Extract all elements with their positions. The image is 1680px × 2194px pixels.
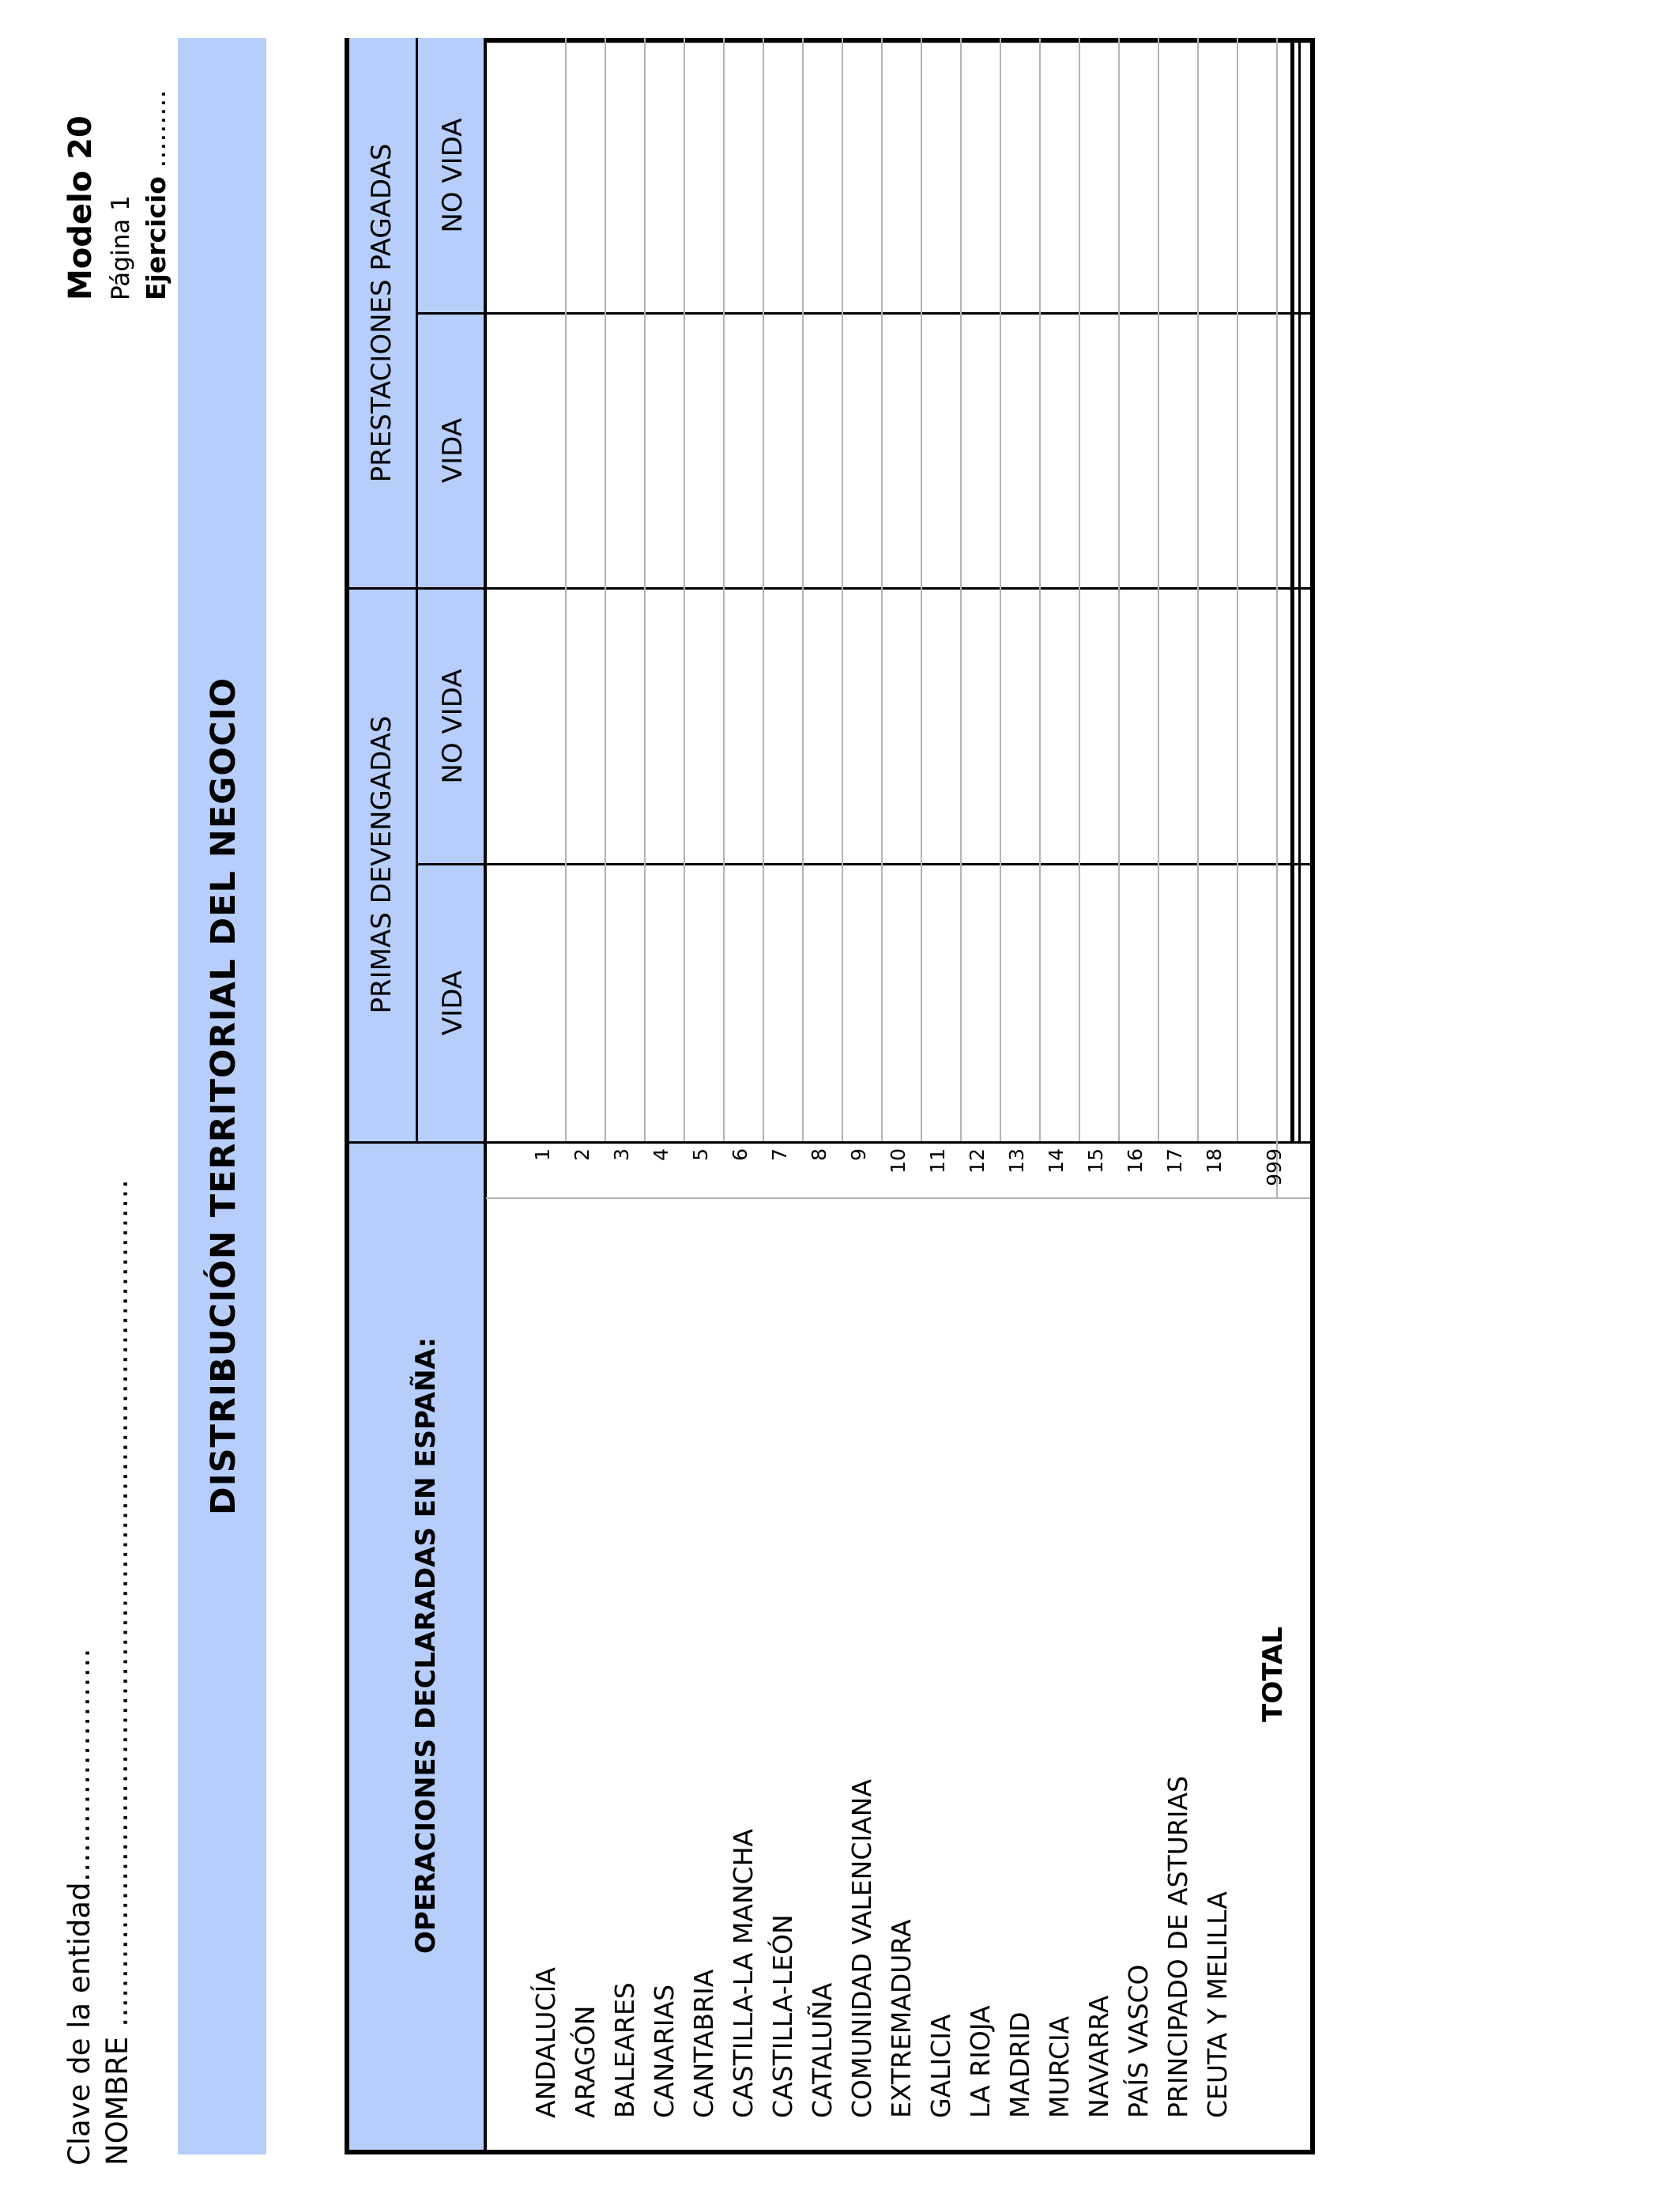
row-code: 9 — [847, 1148, 870, 1161]
row-label: ARAGÓN — [570, 2005, 601, 2118]
row-label: LA RIOJA — [965, 2005, 996, 2118]
row-code: 17 — [1163, 1148, 1186, 1174]
modelo-label: Modelo 20 — [62, 115, 99, 300]
row-code: 8 — [808, 1148, 831, 1161]
row-code: 2 — [571, 1148, 593, 1161]
group-header-divider — [416, 38, 418, 1141]
row-label: COMUNIDAD VALENCIANA — [846, 1779, 877, 2118]
row-code: 3 — [610, 1148, 633, 1161]
row-code: 14 — [1045, 1148, 1068, 1174]
divider-label-column — [349, 1141, 1310, 1144]
row-label: CASTILLA-LA MANCHA — [728, 1828, 759, 2118]
row-code: 12 — [966, 1148, 989, 1174]
ejercicio-label: Ejercicio — [141, 176, 171, 300]
row-label: PAÍS VASCO — [1123, 1964, 1154, 2118]
row-code: 6 — [729, 1148, 751, 1161]
row-label: PRINCIPADO DE ASTURIAS — [1162, 1775, 1193, 2118]
col-prestaciones-no-vida: NO VIDA — [437, 118, 469, 233]
row-label: CATALUÑA — [807, 1982, 838, 2118]
row-label: MURCIA — [1044, 2015, 1075, 2118]
page-title: DISTRIBUCIÓN TERRITORIAL DEL NEGOCIO — [204, 677, 243, 1516]
nombre-label: NOMBRE …………………………………………………………………………… — [100, 1179, 134, 2166]
row-label: EXTREMADURA — [886, 1919, 917, 2118]
row-label: CEUTA Y MELILLA — [1202, 1891, 1233, 2118]
row-label: CASTILLA-LEÓN — [767, 1914, 798, 2118]
pagina-label: Página 1 — [107, 195, 135, 300]
row-label: GALICIA — [925, 2014, 956, 2118]
row-code: 10 — [887, 1148, 910, 1174]
row-code: 11 — [926, 1148, 949, 1174]
clave-entidad-label: Clave de la entidad…………………… — [62, 1648, 96, 2166]
row-label: CANTABRIA — [688, 1969, 719, 2118]
row-code: 4 — [650, 1148, 672, 1161]
row-label: MADRID — [1004, 2011, 1035, 2118]
divider-prestaciones — [416, 312, 1310, 315]
ejercicio-field — [143, 90, 169, 300]
row-code: 5 — [689, 1148, 712, 1161]
row-code: 15 — [1084, 1148, 1107, 1174]
row-label: ANDALUCÍA — [530, 1967, 561, 2118]
row-label: CANARIAS — [649, 1984, 680, 2118]
row-label: BALEARES — [609, 1982, 640, 2118]
total-code: 999 — [1263, 1148, 1286, 1186]
divider-primas — [416, 863, 1310, 865]
row-code: 7 — [768, 1148, 791, 1161]
col-primas-no-vida: NO VIDA — [437, 669, 469, 784]
total-label: TOTAL — [1257, 1627, 1289, 1722]
group-primas-devengadas: PRIMAS DEVENGADAS — [366, 715, 397, 1014]
row-header-label: OPERACIONES DECLARADAS EN ESPAÑA: — [410, 1336, 442, 1955]
col-prestaciones-vida: VIDA — [437, 417, 469, 484]
row-code: 13 — [1005, 1148, 1028, 1174]
total-separator — [1290, 38, 1294, 1141]
header-bottom-border — [484, 38, 487, 2150]
distribution-table — [345, 38, 1315, 2154]
row-code: 16 — [1124, 1148, 1147, 1174]
col-primas-vida: VIDA — [437, 970, 469, 1036]
row-label: NAVARRA — [1083, 1995, 1114, 2118]
row-code: 1 — [531, 1148, 554, 1161]
group-prestaciones-pagadas: PRESTACIONES PAGADAS — [366, 143, 397, 483]
divider-groups — [349, 587, 1310, 590]
row-code: 18 — [1203, 1148, 1226, 1174]
ejercicio-dots: ……… — [141, 89, 171, 168]
